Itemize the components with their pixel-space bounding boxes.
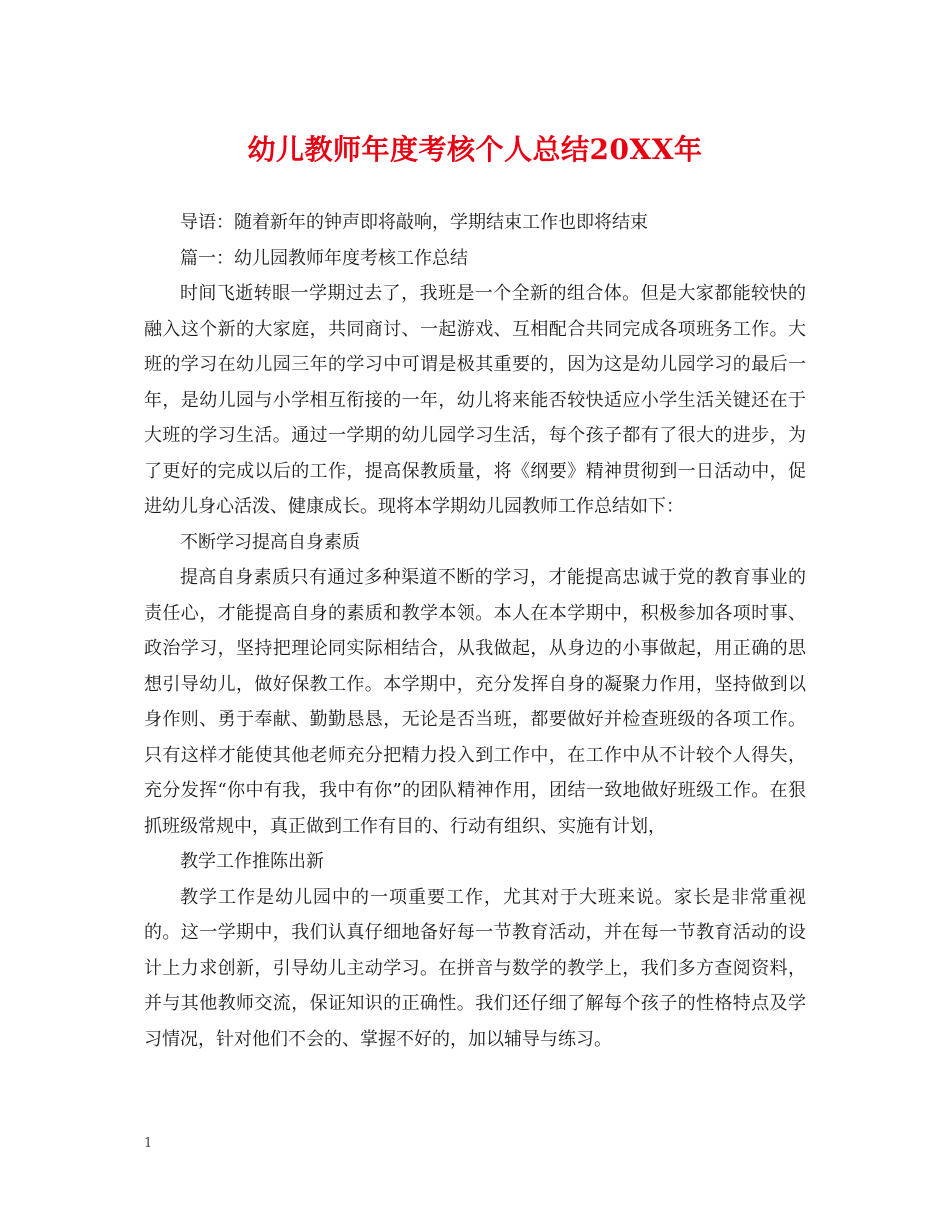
body-paragraph: 时间飞逝转眼一学期过去了，我班是一个全新的组合体。但是大家都能较快的融入这个新的大家庭，共同商讨、一起游戏、互相配合共同完成各项班务工作。大班的学习在幼儿园三年的学习中可谓是极其重要的，因为这是幼儿园学习的最后一年，是幼儿园与小学相互衔接的一年，幼儿将来能否较快适应小学生活关键还在于大班的学习生活。通过一学期的幼儿园学习生活，每个孩子都有了很大的进步，为了更好的完成以后的工作，提高保教质量，将《纲要》精神贯彻到一日活动中，促进幼儿身心活泼、健康成长。现将本学期幼儿园教师工作总结如下： — [144, 283, 806, 517]
body-paragraph: 教学工作是幼儿园中的一项重要工作，尤其对于大班来说。家长是非常重视的。这一学期中，我们认真仔细地备好每一节教育活动，并在每一节教育活动的设计上力求创新，引导幼儿主动学习。在拼音与数学的教学上，我们多方查阅资料，并与其他教师交流，保证知识的正确性。我们还仔细了解每个孩子的性格特点及学习情况，针对他们不会的、掌握不好的，加以辅导与练习。 — [144, 886, 806, 1050]
section-heading: 篇一：幼儿园教师年度考核工作总结 — [180, 247, 468, 269]
page-number: 1 — [144, 1136, 153, 1151]
body-paragraph: 提高自身素质只有通过多种渠道不断的学习，才能提高忠诚于党的教育事业的责任心，才能提高自身的素质和教学本领。本人在本学期中，积极参加各项时事、政治学习，坚持把理论同实际相结合，从我做起，从身边的小事做起，用正确的思想引导幼儿，做好保教工作。本学期中，充分发挥自身的凝聚力作用，坚持做到以身作则、勇于奉献、勤勤恳恳，无论是否当班，都要做好并检查班级的各项工作。只有这样才能使其他老师充分把精力投入到工作中，在工作中从不计较个人得失，充分发挥“你中有我，我中有你”的团队精神作用，团结一致地做好班级工作。在狠抓班级常规中，真正做到工作有目的、行动有组织、实施有计划， — [144, 567, 806, 837]
intro-paragraph: 导语：随着新年的钟声即将敲响，学期结束工作也即将结束 — [180, 212, 648, 233]
document-title: 幼儿教师年度考核个人总结20XX年 — [247, 133, 703, 166]
section-heading: 教学工作推陈出新 — [180, 851, 324, 872]
document-body — [144, 205, 806, 1057]
section-heading: 不断学习提高自身素质 — [180, 531, 360, 553]
